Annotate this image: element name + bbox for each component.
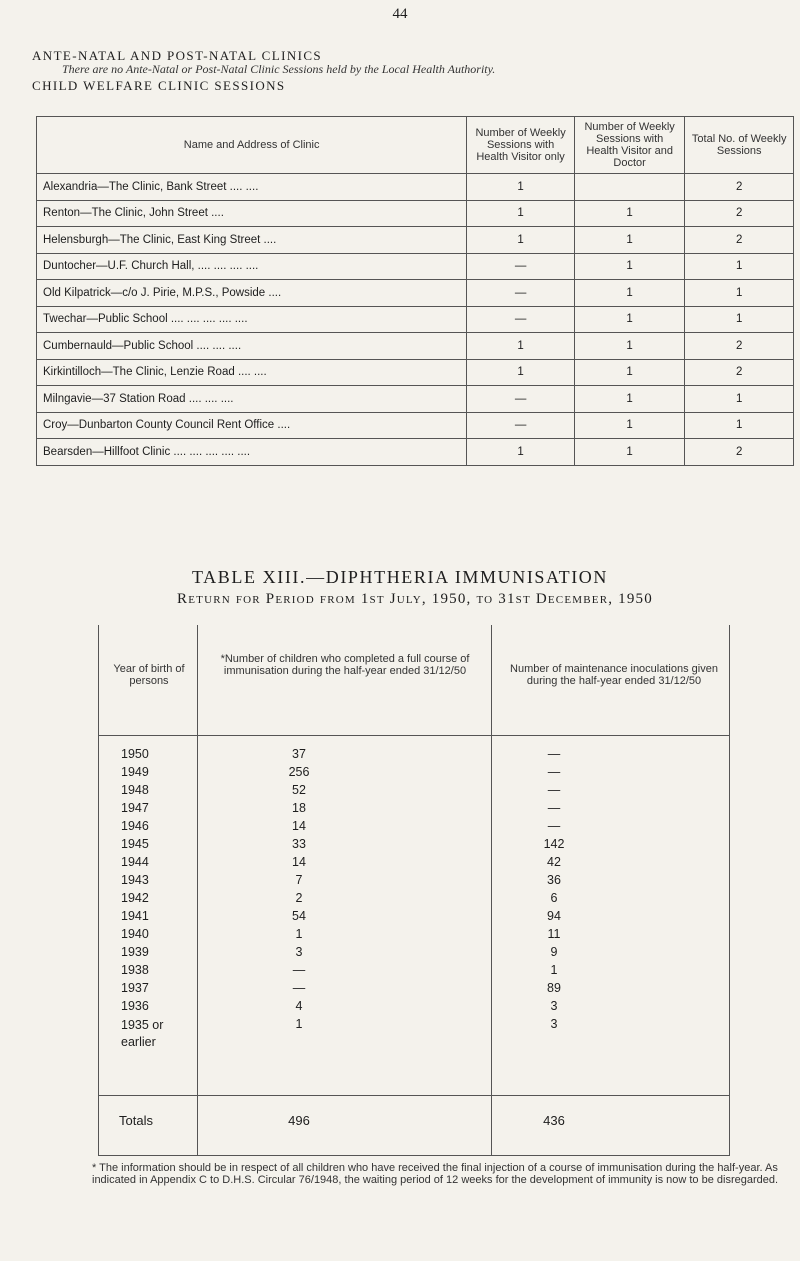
maintenance-count: —: [547, 765, 561, 779]
total-count: 1: [685, 253, 794, 280]
hv-doctor-count: 1: [574, 306, 685, 333]
completed-count: 52: [292, 783, 306, 797]
clinic-name-header: Name and Address of Clinic: [37, 117, 467, 174]
immunisation-table: [98, 625, 730, 1156]
clinic-name: Duntocher—U.F. Church Hall, .... .... .... ....: [37, 253, 467, 280]
completed-count: —: [292, 981, 306, 995]
completed-count: 37: [292, 747, 306, 761]
table-row: [99, 873, 729, 889]
completed-count: 33: [292, 837, 306, 851]
table-row: [99, 909, 729, 925]
hv-doctor-header: Number of Weekly Sessions with Health Visitor and Doctor: [574, 117, 685, 174]
clinic-name: Milngavie—37 Station Road .... .... ....: [37, 386, 467, 413]
birth-year: 1935 or earlier: [121, 1018, 164, 1049]
table-row: [99, 891, 729, 907]
hv-doctor-count: 1: [574, 333, 685, 360]
totals-divider: [99, 1095, 729, 1096]
table-row: [99, 927, 729, 943]
birth-year: 1942: [121, 891, 149, 905]
table-row: [99, 963, 729, 979]
year-of-birth-header: Year of birth of persons: [113, 663, 185, 687]
heading-child-welfare: CHILD WELFARE CLINIC SESSIONS: [32, 78, 286, 93]
hv-doctor-count: 1: [574, 200, 685, 227]
hv-doctor-count: 1: [574, 412, 685, 439]
clinic-name: Croy—Dunbarton County Council Rent Office ....: [37, 412, 467, 439]
hv-doctor-count: 1: [574, 359, 685, 386]
total-count: 1: [685, 412, 794, 439]
hv-doctor-count: 1: [574, 253, 685, 280]
maintenance-count: 11: [547, 927, 561, 941]
maintenance-count: —: [547, 783, 561, 797]
completed-course-header: *Number of children who completed a full course of immunisation during the half-year ended 31/12/50: [220, 653, 470, 677]
birth-year: 1946: [121, 819, 149, 833]
heading-ante-natal: ANTE-NATAL AND POST-NATAL CLINICS: [32, 48, 323, 63]
completed-count: 4: [295, 999, 303, 1013]
hv-only-count: 1: [467, 174, 575, 201]
clinic-name: Twechar—Public School .... .... .... .... ....: [37, 306, 467, 333]
hv-doctor-count: 1: [574, 386, 685, 413]
completed-count: 1: [295, 927, 303, 941]
maintenance-count: 1: [550, 963, 558, 977]
table-row: [99, 999, 729, 1015]
hv-doctor-count: [574, 174, 685, 201]
maintenance-count: 9: [550, 945, 558, 959]
completed-count: 18: [292, 801, 306, 815]
hv-only-count: —: [467, 280, 575, 307]
total-count: 1: [685, 386, 794, 413]
clinic-name: Cumbernauld—Public School .... .... ....: [37, 333, 467, 360]
table-row: [37, 439, 794, 466]
total-count: 2: [685, 333, 794, 360]
clinic-name: Old Kilpatrick—c/o J. Pirie, M.P.S., Powside ....: [37, 280, 467, 307]
table-row: [99, 819, 729, 835]
maintenance-count: 6: [550, 891, 558, 905]
total-count: 2: [685, 200, 794, 227]
birth-year: 1940: [121, 927, 149, 941]
clinic-name: Bearsden—Hillfoot Clinic .... .... .... .... ....: [37, 439, 467, 466]
completed-count: 256: [288, 765, 310, 779]
birth-year: 1937: [121, 981, 149, 995]
total-count: 2: [685, 359, 794, 386]
total-count: 2: [685, 174, 794, 201]
birth-year: 1947: [121, 801, 149, 815]
maintenance-count: 142: [543, 837, 565, 851]
clinic-name: Kirkintilloch—The Clinic, Lenzie Road .... ....: [37, 359, 467, 386]
birth-year: 1936: [121, 999, 149, 1013]
hv-doctor-count: 1: [574, 439, 685, 466]
table-title: TABLE XIII.—DIPHTHERIA IMMUNISATION: [191, 567, 609, 587]
completed-count: 3: [295, 945, 303, 959]
table-row: [99, 837, 729, 853]
hv-doctor-count: 1: [574, 280, 685, 307]
table-row: [37, 174, 794, 201]
hv-only-count: 1: [467, 227, 575, 254]
completed-count: —: [292, 963, 306, 977]
table-row: [99, 765, 729, 781]
maintenance-count: 89: [547, 981, 561, 995]
totals-label: Totals: [119, 1113, 153, 1128]
hv-only-count: —: [467, 253, 575, 280]
table-row: [99, 783, 729, 799]
total-count: 1: [685, 280, 794, 307]
table-row: [99, 981, 729, 997]
table-row: [37, 306, 794, 333]
table-row: [37, 359, 794, 386]
hv-only-count: —: [467, 386, 575, 413]
page-number: 44: [392, 6, 408, 22]
table-row: [99, 747, 729, 763]
maintenance-count: —: [547, 819, 561, 833]
table-row: [37, 412, 794, 439]
clinic-table-header-row: [37, 117, 794, 174]
hv-only-count: 1: [467, 333, 575, 360]
footnote: * The information should be in respect of all children who have received the final injection of a course of immunisation during the half-year. As indicated in Appendix C to D.H.S. Circular 76/1948, the waiting period of 12 weeks for the development of immunity is now to be disregarded.: [92, 1162, 779, 1186]
maintenance-header: Number of maintenance inoculations given during the half-year ended 31/12/50: [510, 663, 718, 687]
maintenance-count: 94: [547, 909, 561, 923]
clinic-name: Alexandria—The Clinic, Bank Street .... ....: [37, 174, 467, 201]
column-divider: [197, 625, 198, 1155]
hv-only-count: 1: [467, 439, 575, 466]
table-row: [99, 1017, 729, 1051]
total-count: 2: [685, 227, 794, 254]
table-row: [99, 855, 729, 871]
birth-year: 1938: [121, 963, 149, 977]
clinic-name: Helensburgh—The Clinic, East King Street ....: [37, 227, 467, 254]
table-row: [37, 227, 794, 254]
table-row: [99, 801, 729, 817]
column-divider: [491, 625, 492, 1155]
hv-only-count: —: [467, 412, 575, 439]
completed-count: 14: [292, 855, 306, 869]
clinic-sessions-table: [36, 116, 794, 466]
completed-count: 7: [295, 873, 303, 887]
table-row: [37, 280, 794, 307]
table-row: [37, 200, 794, 227]
birth-year: 1948: [121, 783, 149, 797]
birth-year: 1945: [121, 837, 149, 851]
clinic-name: Renton—The Clinic, John Street ....: [37, 200, 467, 227]
birth-year: 1944: [121, 855, 149, 869]
birth-year: 1939: [121, 945, 149, 959]
birth-year: 1950: [121, 747, 149, 761]
maintenance-count: 3: [550, 999, 558, 1013]
hv-only-count: 1: [467, 359, 575, 386]
birth-year: 1941: [121, 909, 149, 923]
totals-maintenance: 436: [543, 1113, 565, 1128]
total-sessions-header: Total No. of Weekly Sessions: [685, 117, 794, 174]
maintenance-count: —: [547, 747, 561, 761]
ante-natal-note: There are no Ante-Natal or Post-Natal Clinic Sessions held by the Local Health Authority.: [62, 62, 496, 76]
return-period-line: Return for Period from 1st July, 1950, to 31st December, 1950: [177, 591, 653, 607]
table-row: [37, 253, 794, 280]
birth-year: 1949: [121, 765, 149, 779]
table-row: [37, 333, 794, 360]
completed-count: 14: [292, 819, 306, 833]
hv-only-count: 1: [467, 200, 575, 227]
birth-year: 1943: [121, 873, 149, 887]
completed-count: 54: [292, 909, 306, 923]
total-count: 1: [685, 306, 794, 333]
totals-completed: 496: [288, 1113, 310, 1128]
table-row: [99, 945, 729, 961]
completed-count: 1: [295, 1017, 303, 1031]
total-count: 2: [685, 439, 794, 466]
hv-only-header: Number of Weekly Sessions with Health Visitor only: [467, 117, 575, 174]
hv-only-count: —: [467, 306, 575, 333]
maintenance-count: 42: [547, 855, 561, 869]
header-divider: [99, 735, 729, 736]
maintenance-count: 36: [547, 873, 561, 887]
completed-count: 2: [295, 891, 303, 905]
hv-doctor-count: 1: [574, 227, 685, 254]
maintenance-count: —: [547, 801, 561, 815]
table-row: [37, 386, 794, 413]
maintenance-count: 3: [550, 1017, 558, 1031]
